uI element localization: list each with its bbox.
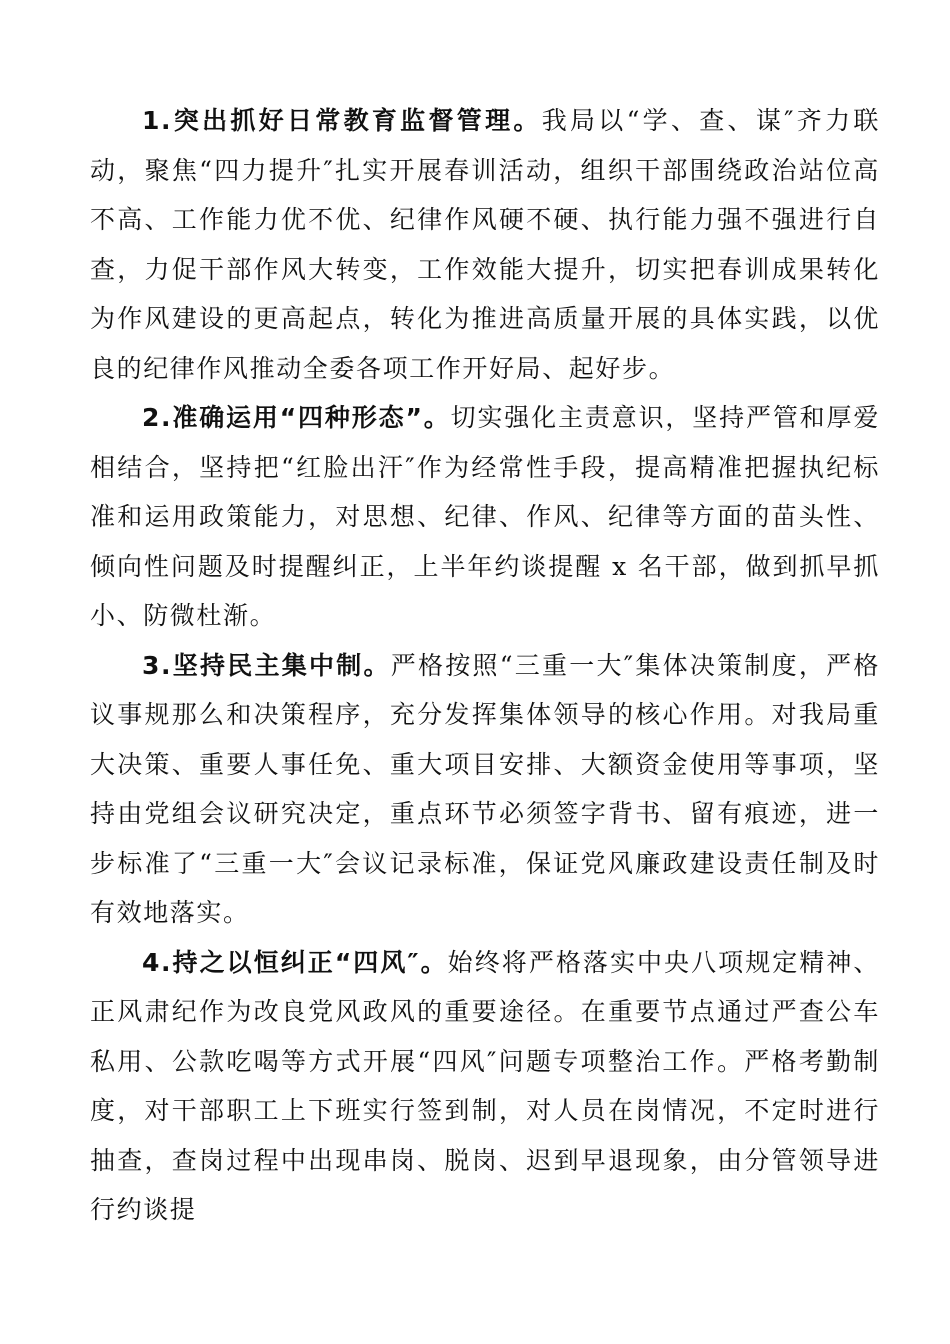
paragraph-4-heading: 4.持之以恒纠正“四风″。 [142, 947, 448, 977]
paragraph-2-heading: 2.准确运用“四种形态”。 [142, 403, 451, 432]
paragraph-1 [90, 96, 880, 393]
paragraph-1-body: 我局以“学、查、谋″齐力联动，聚焦“四力提升″扎实开展春训活动，组织干部围绕政治站位高不高、工作能力优不优、纪律作风硬不硬、执行能力强不强进行自查，力促干部作风大转变，工作效能大提升，切实把春训成果转化为作风建设的更高起点，转化为推进高质量开展的具体实践，以优良的纪律作风推动全委各项工作开好局、起好步。 [90, 106, 880, 383]
document-page [90, 96, 880, 1235]
paragraph-3-body: 严格按照“三重一大″集体决策制度，严格议事规那么和决策程序，充分发挥集体领导的核心作用。对我局重大决策、重要人事任免、重大项目安排、大额资金使用等事项，坚持由党组会议研究决定，重点环节必须签字背书、留有痕迹，进一步标准了“三重一大″会议记录标准，保证党风廉政建设责任制及时有效地落实。 [90, 650, 880, 927]
paragraph-3-heading: 3.坚持民主集中制。 [142, 650, 391, 680]
paragraph-1-heading: 1.突出抓好日常教育监督管理。 [142, 106, 542, 135]
paragraph-2 [90, 393, 880, 641]
paragraph-3 [90, 641, 880, 938]
paragraph-4-body: 始终将严格落实中央八项规定精神、正风肃纪作为改良党风政风的重要途径。在重要节点通过严查公车私用、公款吃喝等方式开展“四风″问题专项整治工作。严格考勤制度，对干部职工上下班实行签到制，对人员在岗情况，不定时进行抽查，查岗过程中出现串岗、脱岗、迟到早退现象，由分管领导进行约谈提 [90, 947, 880, 1224]
paragraph-4 [90, 938, 880, 1235]
paragraph-2-body: 切实强化主责意识，坚持严管和厚爱相结合，坚持把“红脸出汗″作为经常性手段，提高精准把握执纪标准和运用政策能力，对思想、纪律、作风、纪律等方面的苗头性、倾向性问题及时提醒纠正，上半年约谈提醒 x 名干部，做到抓早抓小、防微杜渐。 [90, 403, 880, 630]
